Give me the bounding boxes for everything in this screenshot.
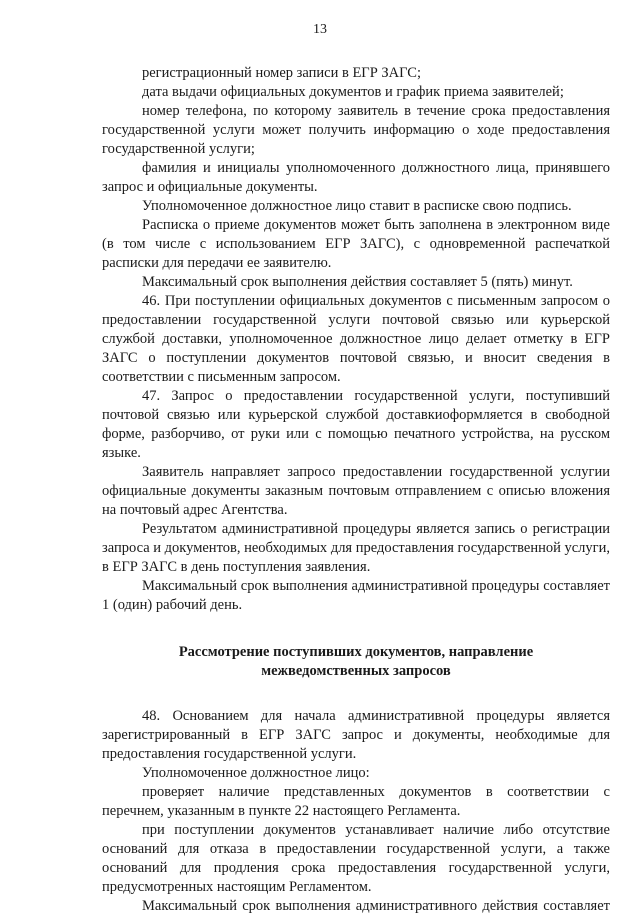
paragraph-max-time-1day: Максимальный срок выполнения административной процедуры составляет 1 (один) рабочий день. — [102, 578, 610, 613]
section-heading — [102, 643, 610, 681]
section-heading-line1: Рассмотрение поступивших документов, направление — [178, 644, 534, 660]
paragraph-issue-date: дата выдачи официальных документов и график приема заявителей; — [142, 84, 564, 100]
paragraph-max-time-action: Максимальный срок выполнения административного действия составляет — [142, 898, 610, 914]
paragraph-checks-documents: проверяет наличие представленных документов в соответствии с перечнем, указанным в пункте 22 настоящего Регламента. — [102, 784, 610, 819]
paragraph-electronic-receipt: Расписка о приеме документов может быть заполнена в электронном виде (в том числе с использованием ЕГР ЗАГС), с одновременной распечаткой расписки для передачи ее заявителю. — [102, 217, 610, 271]
paragraph-official-name: фамилия и инициалы уполномоченного должностного лица, принявшего запрос и официальные документы. — [102, 160, 610, 195]
page-number: 13 — [313, 22, 327, 37]
paragraph-authorized-official: Уполномоченное должностное лицо: — [142, 765, 370, 781]
paragraph-signature: Уполномоченное должностное лицо ставит в расписке свою подпись. — [142, 198, 572, 214]
document-body — [102, 64, 610, 916]
paragraph-48: 48. Основанием для начала административной процедуры является зарегистрированный в ЕГР ЗАГС запрос и документы, необходимые для предоставления государственной услуги. — [102, 708, 610, 762]
paragraph-registration-number: регистрационный номер записи в ЕГР ЗАГС; — [142, 65, 422, 81]
section-heading-line2: межведомственных запросов — [261, 663, 451, 679]
paragraph-result: Результатом административной процедуры является запись о регистрации запроса и документов, необходимых для предоставления государственной услуги, в ЕГР ЗАГС в день поступления заявления. — [102, 521, 610, 575]
paragraph-47: 47. Запрос о предоставлении государственной услуги, поступивший почтовой связью или курьерской службой доставкиоформляется в свободной форме, разборчиво, от руки или с помощью печатного устройства, на русском языке. — [102, 388, 610, 461]
paragraph-establishes-grounds: при поступлении документов устанавливает наличие либо отсутствие оснований для отказа в предоставлении государственной услуги, а также оснований для продления срока предоставления государственной услуги, предусмотренных настоящим Регламентом. — [102, 822, 610, 895]
paragraph-46: 46. При поступлении официальных документов с письменным запросом о предоставлении государственной услуги почтовой связью или курьерской службой доставки, уполномоченное должностное лицо делает отметку в ЕГР ЗАГС о поступлении документов почтовой связью, и вносит сведения в соответствии с письменным запросом. — [102, 293, 610, 385]
paragraph-phone-number: номер телефона, по которому заявитель в течение срока предоставления государственной услуги может получить информацию о ходе предоставления государственной услуги; — [102, 103, 610, 157]
paragraph-applicant-sends: Заявитель направляет запросо предоставлении государственной услугии официальные документы заказным почтовым отправлением с описью вложения на почтовый адрес Агентства. — [102, 464, 610, 518]
paragraph-max-time-5min: Максимальный срок выполнения действия составляет 5 (пять) минут. — [142, 274, 573, 290]
